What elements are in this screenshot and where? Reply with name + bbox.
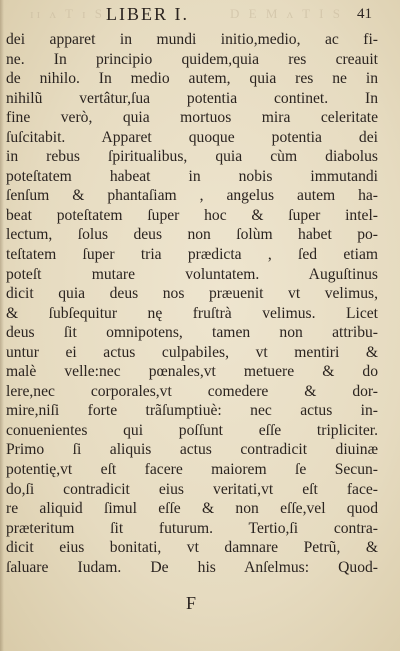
text-line: dicit quia deus nos præuenit vt velimus, <box>6 285 378 303</box>
text-line: teſtatem ſuper tria prædicta , ſed etiam <box>6 246 378 264</box>
text-line: poteſt mutare voluntatem. Auguſtinus <box>6 265 378 283</box>
text-line: nihilũ vertâtur,ſua potentia continet. In <box>6 89 378 107</box>
show-through-text-left: ɪɪ ʌ T ɪ S <box>30 6 106 21</box>
text-line: de nihilo. In medio autem, quia res ne in <box>6 70 378 88</box>
text-line: Primo ſi aliquis actus contradicit diuinæ <box>6 441 378 459</box>
text-line: malè velle:nec pœnales,vt metuere & do <box>6 363 378 381</box>
text-line: ſaluare Iudam. De his Anſelmus: Quod- <box>6 558 378 576</box>
text-line: re aliquid ſimul eſſe & non eſſe,vel quod <box>6 500 378 518</box>
text-line: deus ſit omnipotens, tamen non attribu- <box>6 324 378 342</box>
text-line: & ſubſequitur nę fruſtrà velimus. Licet <box>6 304 378 322</box>
text-line: dei apparet in mundi initio,medio, ac fi- <box>6 31 378 48</box>
text-line: conuenientes qui poſſunt eſſe tripliciter. <box>6 421 378 439</box>
text-line: ſuſcitabit. Apparet quoque potentia dei <box>6 128 378 146</box>
page-number: 41 <box>357 6 372 22</box>
body-text <box>6 30 378 577</box>
text-line: ſenſum & phantaſiam , angelus autem ha- <box>6 187 378 205</box>
text-line: poteſtatem habeat in nobis immutandi <box>6 167 378 185</box>
text-line: do,ſi contradicit eius veritati,vt eſt face- <box>6 480 378 498</box>
page-gutter-shadow <box>0 0 4 651</box>
text-line: dicit eius bonitati, vt damnare Petrũ, & <box>6 539 378 557</box>
text-line: in rebus ſpiritualibus, quia cùm diabolus <box>6 148 378 166</box>
signature-mark: F <box>186 593 197 613</box>
text-line: lere,nec corporales,vt comedere & dor- <box>6 382 378 400</box>
show-through-text-right: D E M ʌ T I S <box>230 6 343 21</box>
text-line: beat poteſtatem ſuper hoc & ſuper intel- <box>6 206 378 224</box>
text-line: præteritum ſit futurum. Tertio,ſi contra- <box>6 519 378 537</box>
page-header <box>106 4 372 28</box>
text-line: untur ei actus culpabiles, vt mentiri & <box>6 343 378 361</box>
text-line: potentię,vt eſt facere maiorem ſe Secun- <box>6 461 378 479</box>
text-line: lectum, ſolus deus non ſolùm habet po- <box>6 226 378 244</box>
text-line: fine verò, quia mortuos mira celeritate <box>6 109 378 127</box>
running-title: LIBER I. <box>106 4 189 24</box>
text-line: ne. In principio quidem,quia res creauit <box>6 50 378 68</box>
text-line: mire,niſi forte trãſumptiuè: nec actus in- <box>6 402 378 420</box>
